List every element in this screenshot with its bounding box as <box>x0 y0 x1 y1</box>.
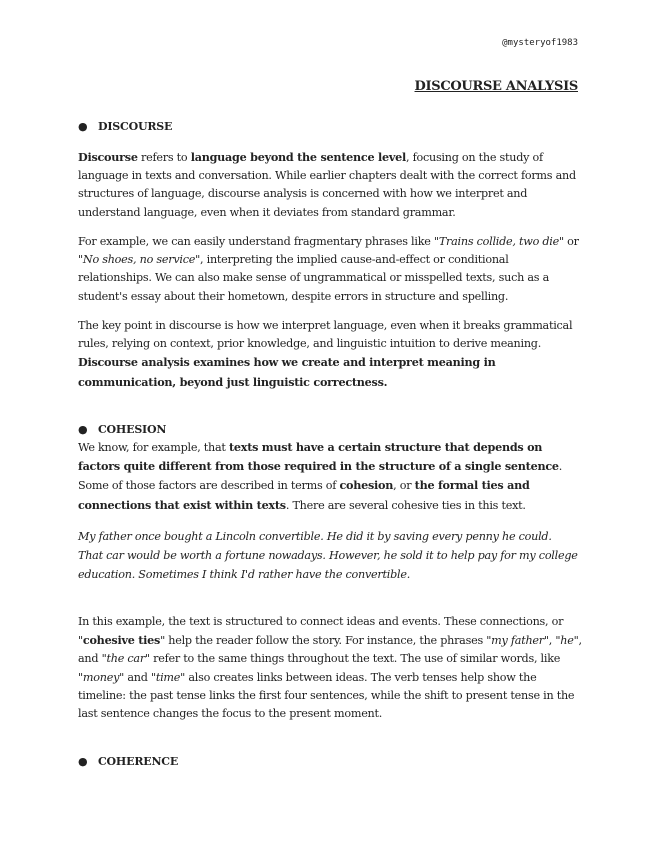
emphasis: the formal ties and connections that exist within texts <box>78 478 530 512</box>
bullet-icon: ● <box>78 120 88 133</box>
page-title: DISCOURSE ANALYSIS <box>414 79 578 94</box>
term: cohesive ties <box>82 633 161 648</box>
example-phrase: No shoes, no service <box>82 253 196 267</box>
emphasis: language beyond the sentence level <box>190 150 406 164</box>
author-handle: @mysteryof1983 <box>502 38 578 48</box>
quote-line: education. Sometimes I think I'd rather have the convertible. <box>78 568 411 581</box>
example-phrase: Trains collide, two die <box>438 235 559 248</box>
discourse-paragraph-1: Discourse refers to language beyond the sentence level, focusing on the study of language in texts and conversation. While earlier chapters dealt with the correct forms and structures of language, discourse analysis is concerned with how we interpret and understand language, even when it deviates from standard grammar. <box>78 150 576 219</box>
example-word: money <box>82 670 120 684</box>
example-word: time <box>155 670 181 684</box>
heading-cohesion <box>78 423 167 436</box>
quote-line: My father once bought a Lincoln convertible. He did it by saving every penny he could. <box>78 530 552 543</box>
bullet-icon: ● <box>78 423 88 436</box>
heading-discourse <box>78 120 173 133</box>
heading-text: COHESION <box>98 423 167 436</box>
cohesion-paragraph-2: In this example, the text is structured to connect ideas and events. These connections, or "cohesive ties" help the reader follow the story. For instance, the phrases "my father", "he", and "the car" refer to the same things throughout the text. The use of similar words, like "money" and "time" also creates links between ideas. The verb tenses help show the timeline: the past tense links the first four sentences, while the shift to present tense in the last sentence changes the focus to the present moment. <box>78 615 582 721</box>
bullet-icon: ● <box>78 755 88 768</box>
example-word: the car <box>106 652 145 666</box>
example-quote <box>78 527 583 584</box>
discourse-paragraph-2: For example, we can easily understand fragmentary phrases like "Trains collide, two die" or "No shoes, no service", interpreting the implied cause-and-effect or conditional relationships. We can also make sense of ungrammatical or misspelled texts, such as a student's essay about their hometown, despite errors in structure and spelling. <box>78 235 579 303</box>
term: cohesion <box>339 478 394 493</box>
heading-text: COHERENCE <box>98 755 179 768</box>
example-word: my father <box>491 634 544 648</box>
discourse-paragraph-3: The key point in discourse is how we interpret language, even when it breaks grammatical rules, relying on context, prior knowledge, and linguistic intuition to derive meaning. Discourse analysis examines how we create and interpret meaning in communication, beyond just linguistic correctness. <box>78 319 573 389</box>
term: Discourse <box>78 150 138 164</box>
emphasis: texts must have a certain structure that depends on factors quite different from those required in the structure of a single sentence <box>78 440 559 474</box>
example-word: he <box>560 634 574 648</box>
cohesion-paragraph-1: We know, for example, that texts must have a certain structure that depends on factors quite different from those required in the structure of a single sentence. Some of those factors are described in terms of cohesion, or the formal ties and connections that exist within texts. There are several cohesive ties in this text. <box>78 440 563 512</box>
heading-text: DISCOURSE <box>98 120 173 133</box>
heading-coherence <box>78 755 179 768</box>
emphasis: Discourse analysis examines how we create and interpret meaning in communication, beyond just linguistic correctness. <box>78 355 496 389</box>
quote-line: That car would be worth a fortune nowadays. However, he sold it to help pay for my college <box>78 549 578 562</box>
